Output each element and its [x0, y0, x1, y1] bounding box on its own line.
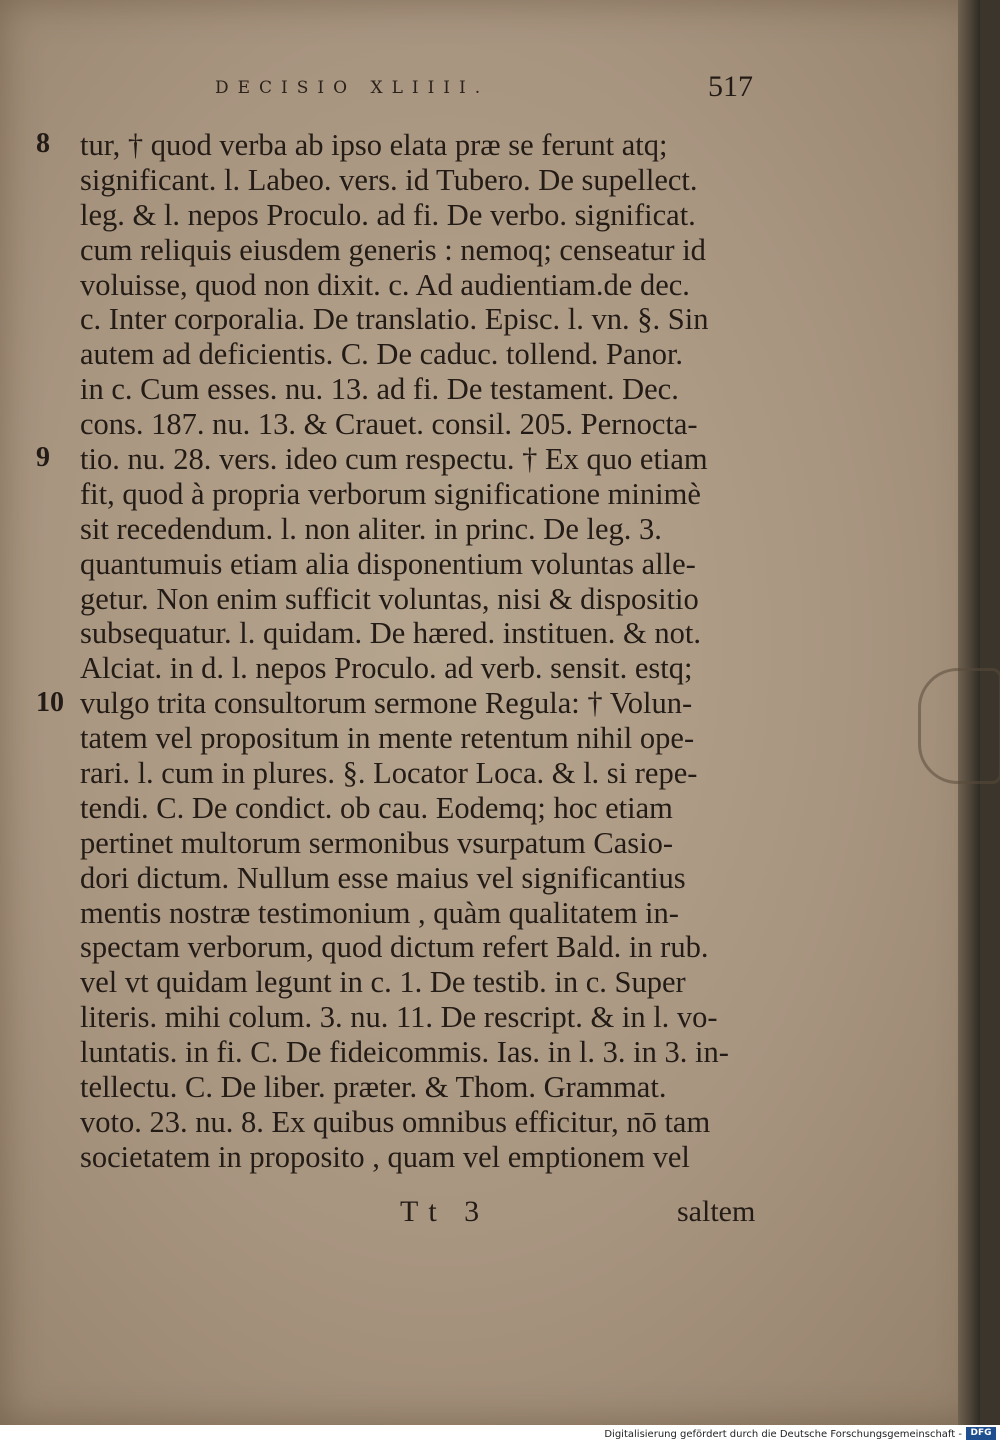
text-line: sit recedendum. l. non aliter. in princ. De leg. 3. — [80, 511, 662, 546]
text-line: leg. & l. nepos Proculo. ad fi. De verbo. significat. — [80, 197, 696, 232]
text-line: cons. 187. nu. 13. & Crauet. consil. 205. Pernocta- — [80, 407, 698, 442]
margin-number-10: 10 — [36, 687, 64, 718]
text-line: vel vt quidam legunt in c. 1. De testib. in c. Super — [80, 965, 686, 1000]
text-line: tur, † quod verba ab ipso elata præ se ferunt atq; — [80, 128, 668, 162]
text-line: in c. Cum esses. nu. 13. ad fi. De testament. Dec. — [80, 372, 679, 407]
body-text — [80, 128, 770, 1175]
text-line: fit, quod à propria verborum significatione minimè — [80, 476, 701, 511]
text-line: vulgo trita consultorum sermone Regula: † Volun- — [80, 686, 693, 721]
dfg-logo: DFG — [966, 1427, 996, 1440]
text-line: voluisse, quod non dixit. c. Ad audientiam.de dec. — [80, 267, 690, 302]
footer-bar — [0, 1425, 1000, 1442]
catchword: saltem — [677, 1195, 756, 1228]
text-line: mentis nostræ testimonium , quàm qualitatem in- — [80, 895, 679, 930]
text-line: voto. 23. nu. 8. Ex quibus omnibus efficitur, nō tam — [80, 1104, 711, 1139]
text-line: quantumuis etiam alia disponentium voluntas alle- — [80, 546, 696, 581]
text-line: societatem in proposito , quam vel emptionem vel — [80, 1139, 690, 1174]
text-line: tio. nu. 28. vers. ideo cum respectu. † Ex quo etiam — [80, 442, 708, 477]
text-line: tatem vel propositum in mente retentum nihil ope- — [80, 721, 695, 756]
funding-credit: Digitalisierung gefördert durch die Deutsche Forschungsgemeinschaft - — [604, 1429, 962, 1440]
text-line: Alciat. in d. l. nepos Proculo. ad verb. sensit. estq; — [80, 651, 693, 686]
margin-number-9: 9 — [36, 442, 50, 473]
running-head: DECISIO XLIIII. — [215, 78, 490, 98]
text-line: subsequatur. l. quidam. De hæred. instituen. & not. — [80, 616, 701, 651]
text-line: cum reliquis eiusdem generis : nemoq; censeatur id — [80, 232, 706, 267]
margin-number-8: 8 — [36, 128, 50, 159]
text-line: significant. l. Labeo. vers. id Tubero. De supellect. — [80, 162, 698, 197]
text-line: autem ad deficientis. C. De caduc. tollend. Panor. — [80, 337, 684, 372]
text-line: tellectu. C. De liber. præter. & Thom. Grammat. — [80, 1070, 667, 1105]
text-line: luntatis. in fi. C. De fideicommis. Ias. in l. 3. in 3. in- — [80, 1035, 729, 1070]
text-line: spectam verborum, quod dictum refert Bald. in rub. — [80, 930, 709, 965]
text-line: dori dictum. Nullum esse maius vel significantius — [80, 860, 686, 895]
text-line: pertinet multorum sermonibus vsurpatum Casio- — [80, 825, 673, 860]
signature-mark: Tt 3 — [400, 1195, 490, 1228]
text-line: tendi. C. De condict. ob cau. Eodemq; hoc etiam — [80, 790, 673, 825]
text-line: rari. l. cum in plures. §. Locator Loca. & l. si repe- — [80, 756, 698, 791]
text-line: getur. Non enim sufficit voluntas, nisi & dispositio — [80, 581, 699, 616]
text-line: literis. mihi colum. 3. nu. 11. De rescript. & in l. vo- — [80, 1000, 718, 1035]
text-line: c. Inter corporalia. De translatio. Episc. l. vn. §. Sin — [80, 302, 709, 337]
page-clip-mark — [918, 668, 1000, 784]
page-number: 517 — [708, 70, 753, 103]
